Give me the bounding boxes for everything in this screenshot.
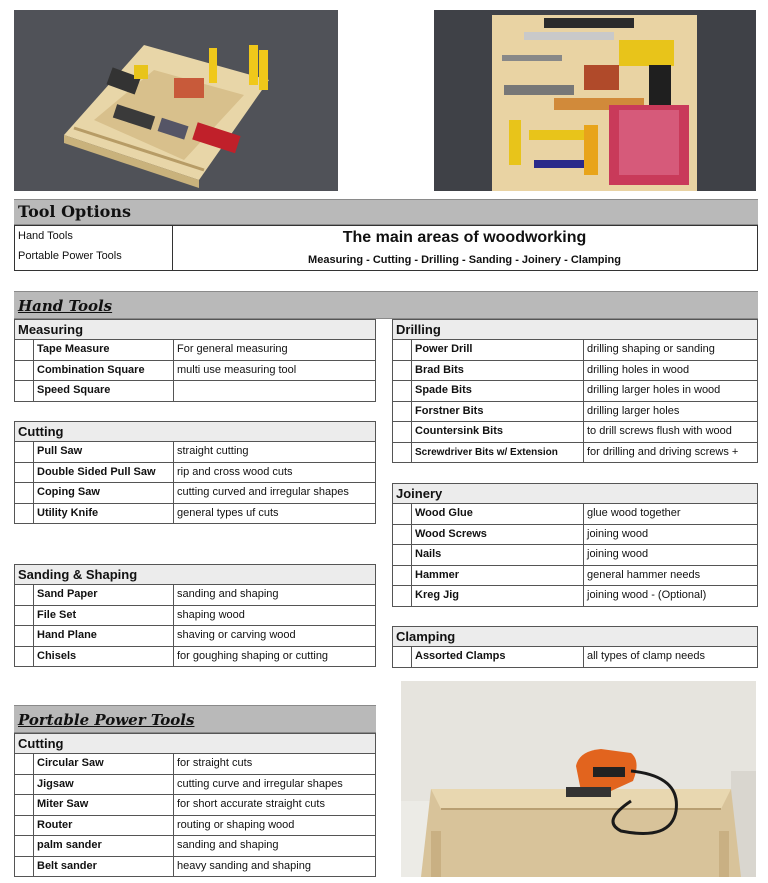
tool-options-header (14, 199, 758, 225)
tool-options-overview (14, 225, 758, 271)
table-title: Cutting (14, 421, 376, 442)
table-title: Joinery (392, 483, 758, 504)
table-row: Screwdriver Bits w/ Extension for drilling and driving screws + (392, 443, 758, 464)
photo-tool-layout (434, 10, 756, 191)
table-row: Countersink Bits to drill screws flush with wood (392, 422, 758, 443)
overview-item-hand-tools: Hand Tools (18, 230, 73, 242)
table-row: Hand Plane shaving or carving wood (14, 626, 376, 647)
table-row: Power Drill drilling shaping or sanding (392, 340, 758, 361)
overview-title: The main areas of woodworking (342, 229, 587, 246)
table-row: Assorted Clamps all types of clamp needs (392, 647, 758, 668)
table-clamping (392, 626, 758, 668)
overview-item-power-tools: Portable Power Tools (18, 250, 122, 262)
table-title: Measuring (14, 319, 376, 340)
table-sanding-shaping (14, 564, 376, 667)
table-row: palm sander sanding and shaping (14, 836, 376, 857)
overview-subtitle: Measuring - Cutting - Drilling - Sanding - Joinery - Clamping (308, 254, 621, 266)
table-row: Belt sander heavy sanding and shaping (14, 857, 376, 878)
table-row: File Set shaping wood (14, 606, 376, 627)
table-cutting (14, 421, 376, 524)
table-row: Miter Saw for short accurate straight cuts (14, 795, 376, 816)
table-title: Drilling (392, 319, 758, 340)
table-row: Utility Knife general types uf cuts (14, 504, 376, 525)
table-row: Coping Saw cutting curved and irregular shapes (14, 483, 376, 504)
table-title: Sanding & Shaping (14, 564, 376, 585)
table-drilling (392, 319, 758, 463)
table-row: Chisels for goughing shaping or cutting (14, 647, 376, 668)
table-row: Tape Measure For general measuring (14, 340, 376, 361)
table-row: Double Sided Pull Saw rip and cross wood cuts (14, 463, 376, 484)
table-row: Nails joining wood (392, 545, 758, 566)
table-row: Wood Glue glue wood together (392, 504, 758, 525)
table-row: Speed Square (14, 381, 376, 402)
table-row: Forstner Bits drilling larger holes (392, 402, 758, 423)
table-row: Sand Paper sanding and shaping (14, 585, 376, 606)
table-row: Hammer general hammer needs (392, 566, 758, 587)
table-measuring (14, 319, 376, 402)
table-row: Circular Saw for straight cuts (14, 754, 376, 775)
table-row: Spade Bits drilling larger holes in wood (392, 381, 758, 402)
power-tools-heading: Portable Power Tools (18, 711, 195, 729)
power-tools-header (14, 705, 376, 733)
table-row: Router routing or shaping wood (14, 816, 376, 837)
table-row: Wood Screws joining wood (392, 525, 758, 546)
tool-options-heading: Tool Options (18, 202, 131, 221)
hand-tools-heading: Hand Tools (18, 297, 113, 315)
hand-tools-header (14, 291, 758, 319)
table-joinery (392, 483, 758, 607)
table-row: Brad Bits drilling holes in wood (392, 361, 758, 382)
photo-jigsaw (401, 681, 756, 877)
table-power-cutting (14, 733, 376, 877)
overview-left-list (15, 226, 173, 270)
table-row: Combination Square multi use measuring tool (14, 361, 376, 382)
table-row: Pull Saw straight cutting (14, 442, 376, 463)
table-title: Cutting (14, 733, 376, 754)
photo-tool-caddy (14, 10, 338, 191)
table-title: Clamping (392, 626, 758, 647)
table-row: Jigsaw cutting curve and irregular shapes (14, 775, 376, 796)
table-row: Kreg Jig joining wood - (Optional) (392, 586, 758, 607)
